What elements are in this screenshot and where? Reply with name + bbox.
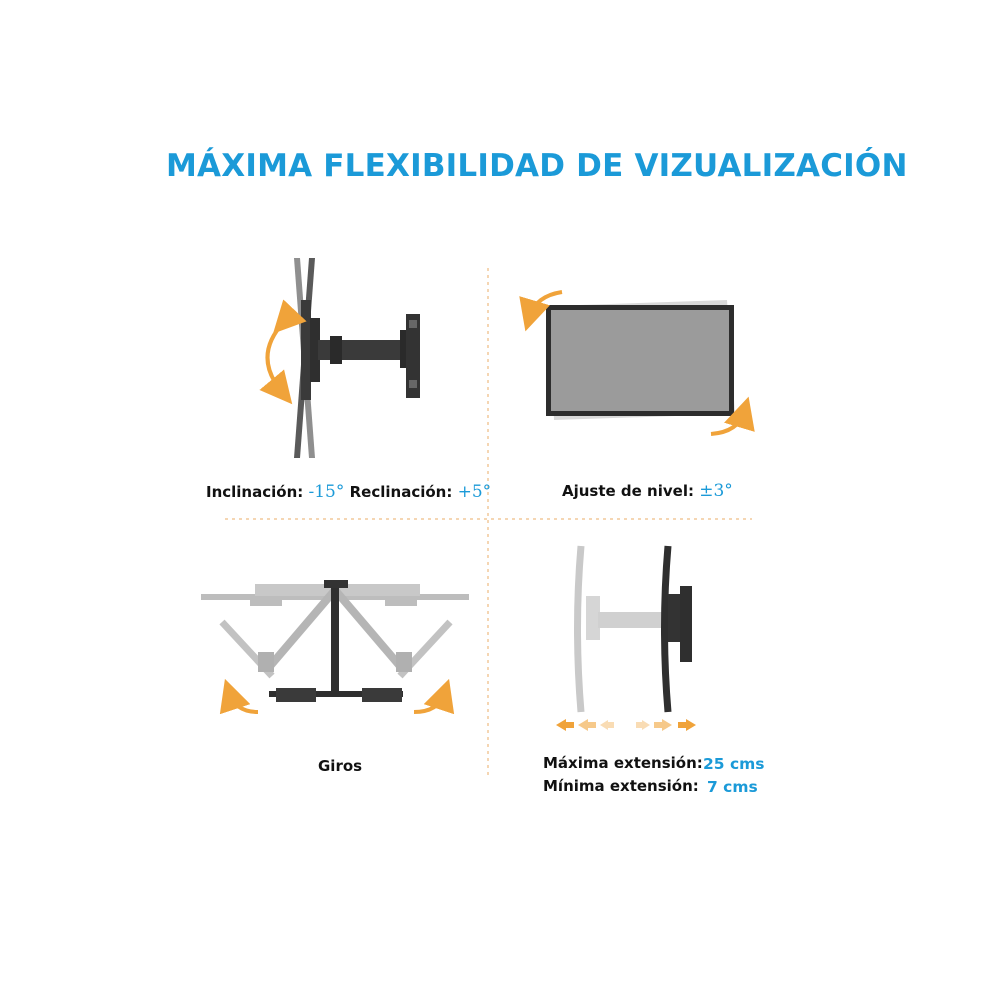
level-caption bbox=[562, 481, 733, 501]
tilt-value: -15° bbox=[308, 482, 345, 502]
min-extension-label: Mínima extensión: bbox=[543, 777, 699, 795]
max-extension-value: 25 cms bbox=[703, 755, 765, 773]
tilt-caption bbox=[206, 482, 491, 502]
tilt-mount-illustration bbox=[294, 258, 420, 458]
tilt-label: Inclinación: bbox=[206, 483, 304, 501]
recline-label: Reclinación: bbox=[349, 483, 453, 501]
curved-arrow-icon bbox=[267, 322, 284, 392]
max-extension-label: Máxima extensión: bbox=[543, 754, 703, 772]
min-extension-value: 7 cms bbox=[707, 778, 758, 796]
recline-value: +5° bbox=[457, 482, 492, 502]
curved-arrow-icon bbox=[230, 694, 258, 712]
page-title: MÁXIMA FLEXIBILIDAD DE VIZUALIZACIÓN bbox=[166, 148, 908, 184]
curved-arrow-icon bbox=[414, 694, 444, 712]
level-label: Ajuste de nivel: bbox=[562, 482, 694, 500]
level-value: ±3° bbox=[699, 481, 733, 501]
swivel-mount-illustration bbox=[201, 580, 469, 702]
extension-mount-illustration bbox=[578, 546, 693, 712]
double-arrow-icon bbox=[556, 719, 696, 731]
swivel-caption: Giros bbox=[318, 757, 363, 775]
level-screen-illustration bbox=[546, 300, 735, 420]
